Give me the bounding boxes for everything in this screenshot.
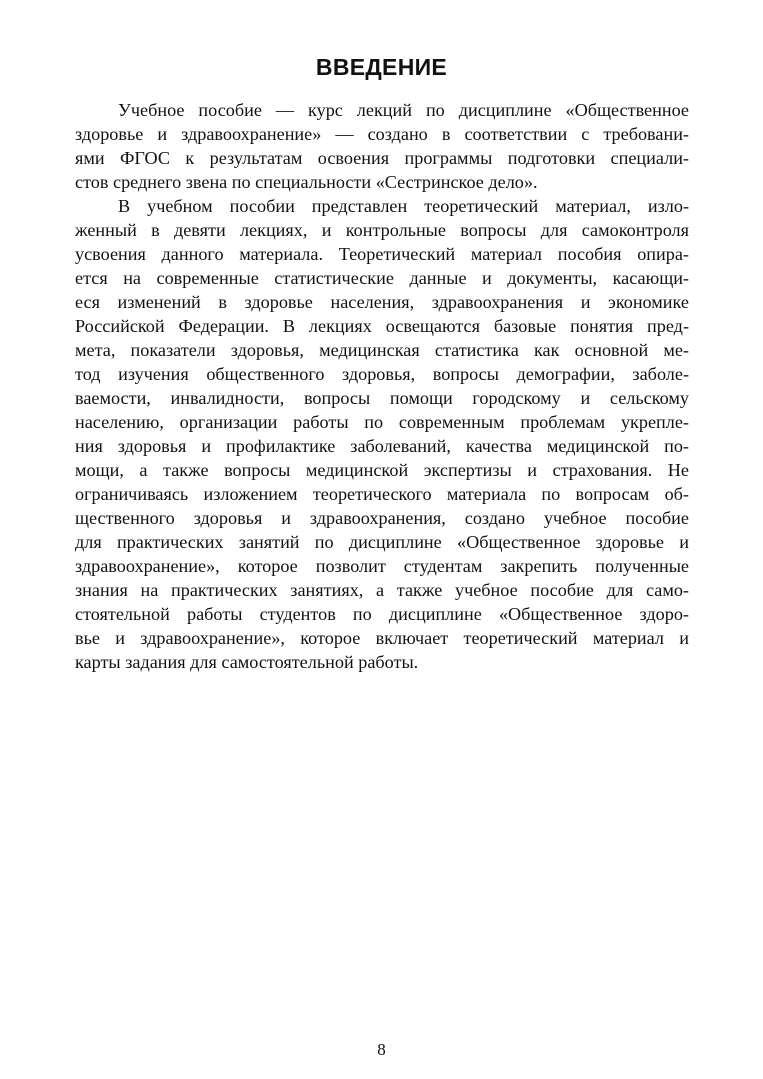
text-line: еся изменений в здоровье населения, здравоохранения и экономике xyxy=(75,292,689,312)
text-line: Российской Федерации. В лекциях освещаются базовые понятия пред- xyxy=(75,316,689,336)
text-line: для практических занятий по дисциплине «Общественное здоровье и xyxy=(75,532,689,552)
text-line: тод изучения общественного здоровья, вопросы демографии, заболе- xyxy=(75,364,689,384)
text-line: ния здоровья и профилактике заболеваний, качества медицинской по- xyxy=(75,436,689,456)
text-line: ограничиваясь изложением теоретического материала по вопросам об- xyxy=(75,484,689,504)
text-line: здравоохранение», которое позволит студентам закрепить полученные xyxy=(75,556,689,576)
text-line: усвоения данного материала. Теоретический материал пособия опира- xyxy=(75,244,689,264)
text-line: карты задания для самостоятельной работы. xyxy=(75,652,419,672)
text-line: населению, организации работы по современным проблемам укрепле- xyxy=(75,412,689,432)
text-line: стов среднего звена по специальности «Сестринское дело». xyxy=(75,172,538,192)
text-line: ваемости, инвалидности, вопросы помощи городскому и сельскому xyxy=(75,388,689,408)
text-line: ями ФГОС к результатам освоения программы подготовки специали- xyxy=(75,148,689,168)
page-title: ВВЕДЕНИЕ xyxy=(315,54,448,80)
text-line: женный в девяти лекциях, и контрольные вопросы для самоконтроля xyxy=(75,220,689,240)
text-line: Учебное пособие — курс лекций по дисциплине «Общественное xyxy=(118,100,689,120)
text-line: мощи, а также вопросы медицинской экспертизы и страхования. Не xyxy=(75,460,689,480)
text-line: здоровье и здравоохранение» — создано в соответствии с требовани- xyxy=(75,124,689,144)
text-line: мета, показатели здоровья, медицинская статистика как основной ме- xyxy=(75,340,689,360)
text-line: щественного здоровья и здравоохранения, создано учебное пособие xyxy=(75,508,689,528)
text-line: вье и здравоохранение», которое включает теоретический материал и xyxy=(75,628,689,648)
text-line: В учебном пособии представлен теоретический материал, изло- xyxy=(118,196,689,216)
text-line: стоятельной работы студентов по дисциплине «Общественное здоро- xyxy=(75,604,689,624)
text-line: ется на современные статистические данные и документы, касающи- xyxy=(75,268,689,288)
text-line: знания на практических занятиях, а также учебное пособие для само- xyxy=(75,580,689,600)
page-number: 8 xyxy=(377,1040,386,1059)
